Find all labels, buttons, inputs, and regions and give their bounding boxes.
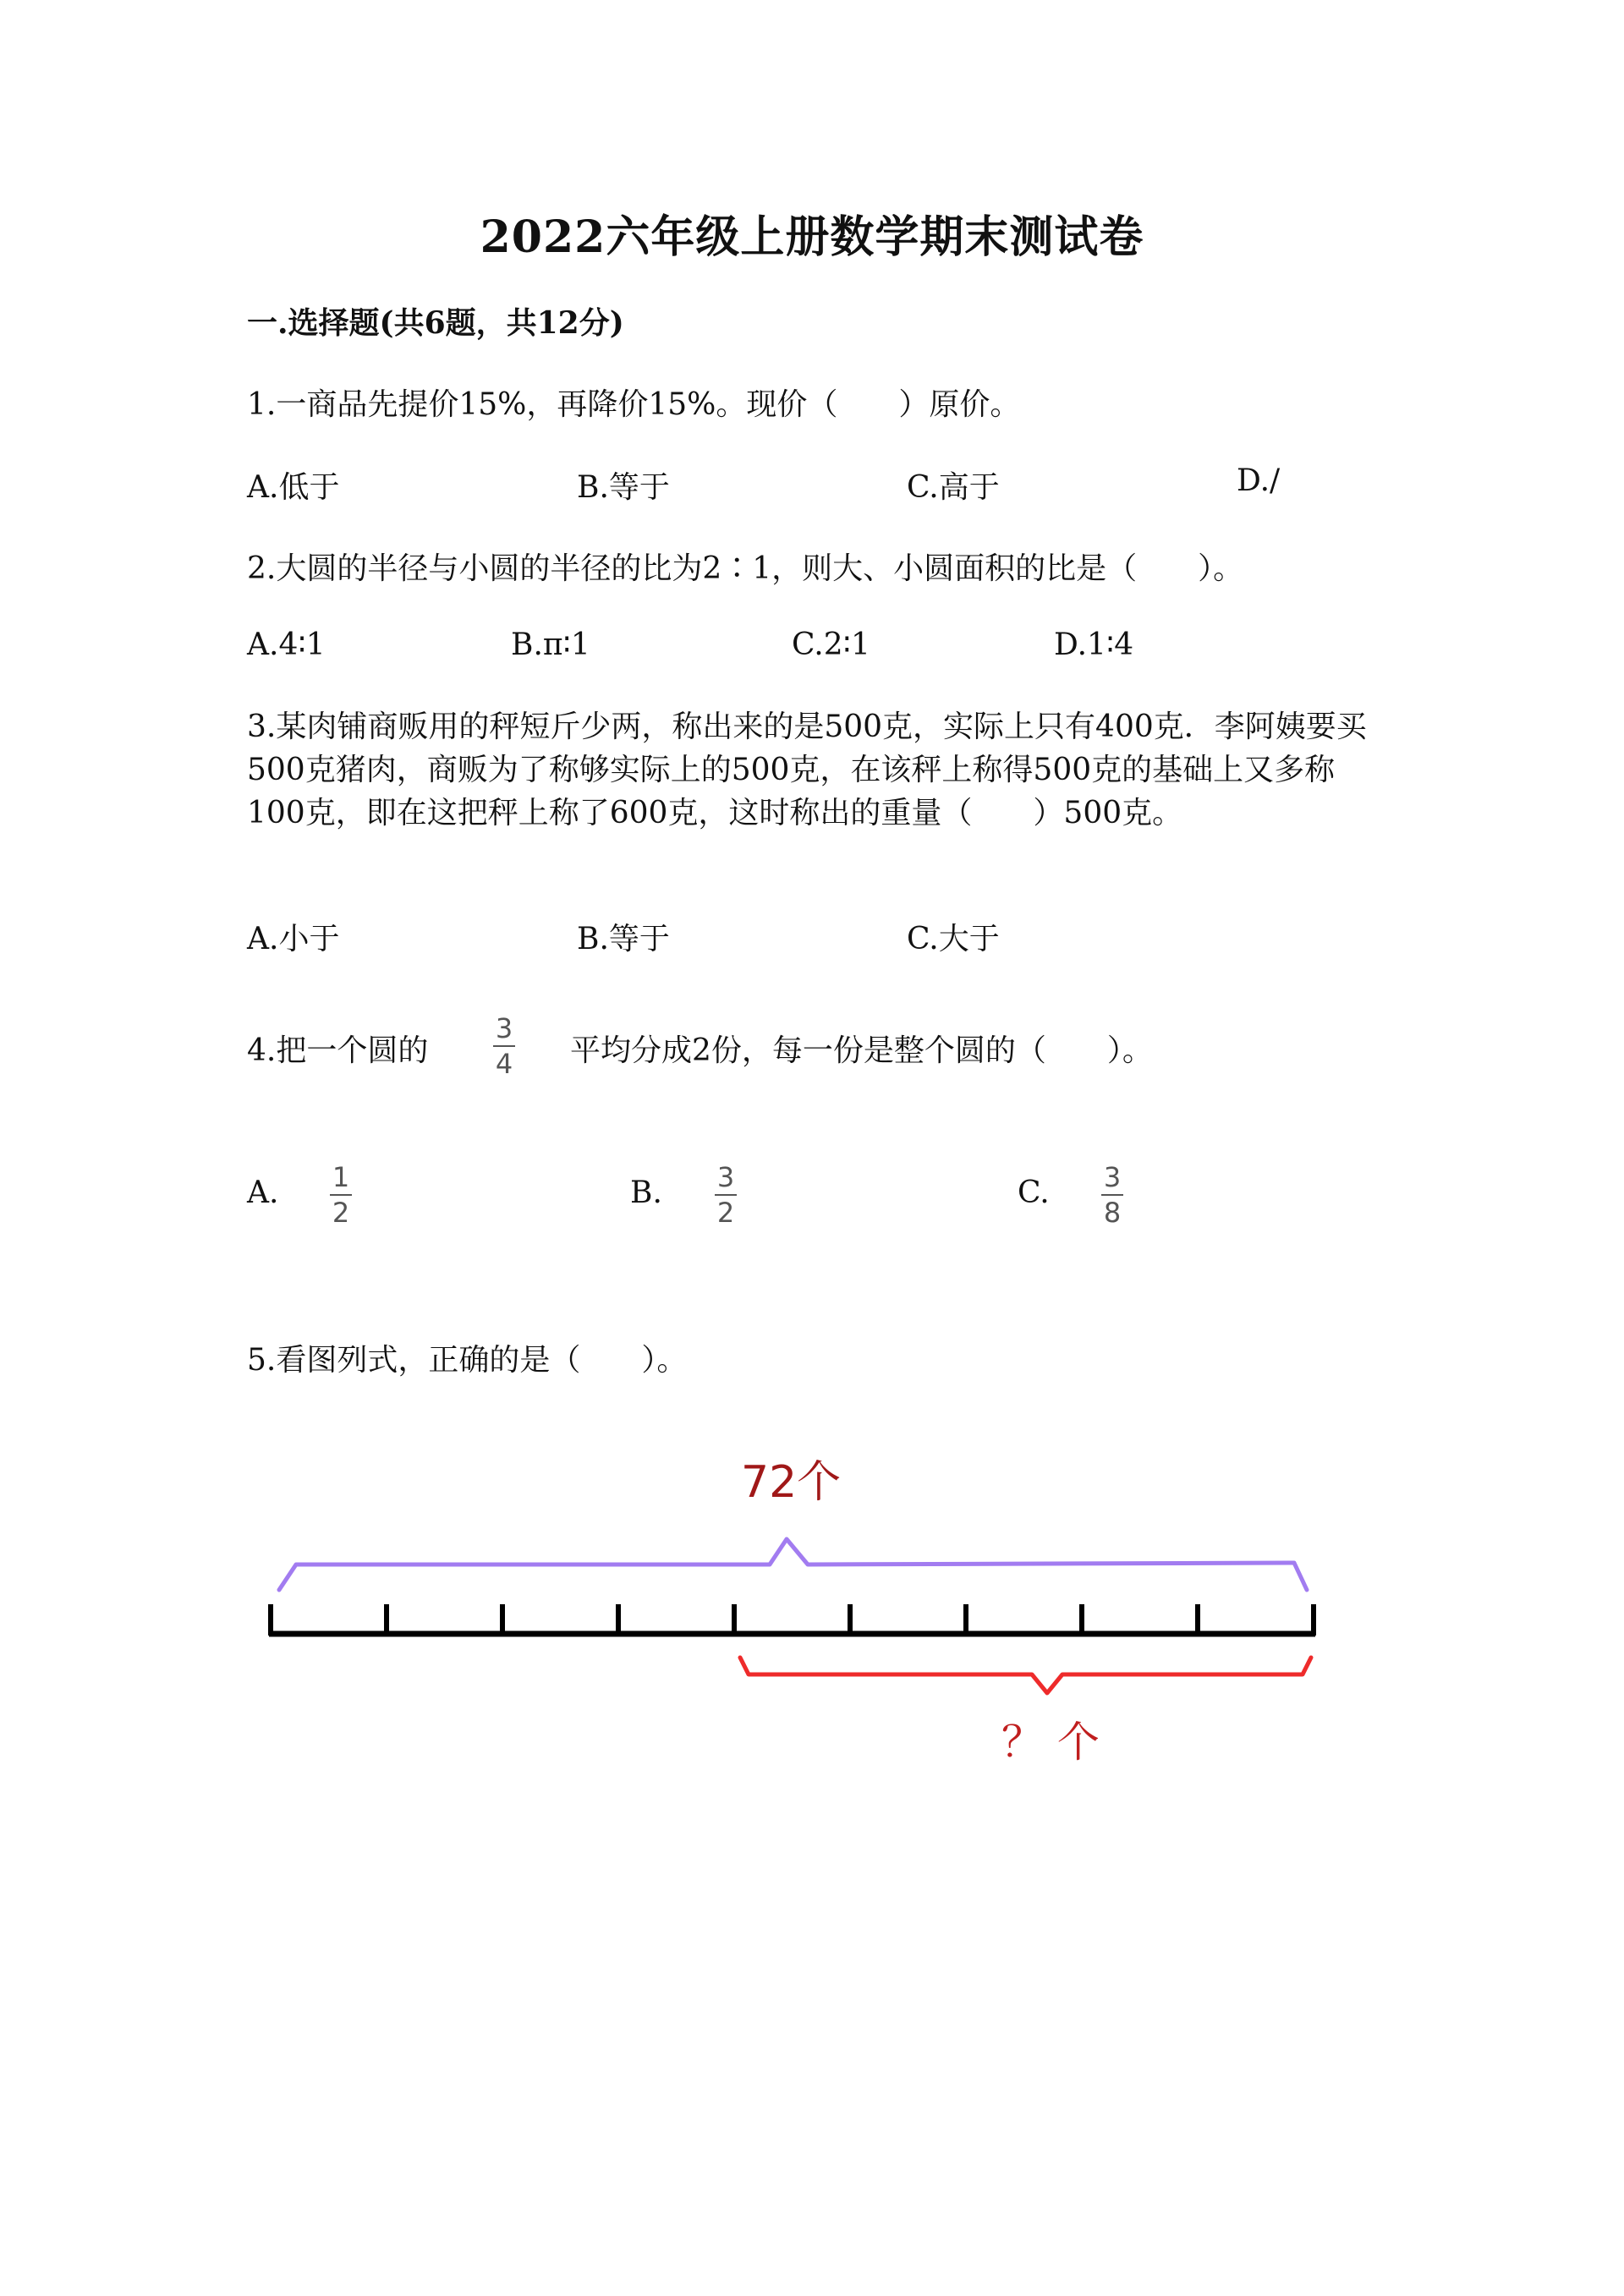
bottom-brace [740, 1658, 1311, 1693]
page-title: 2022六年级上册数学期末测试卷 [480, 211, 1144, 263]
q4-option-a-label: A. [247, 1175, 279, 1210]
fraction-numerator: 3 [716, 1161, 735, 1193]
fraction-numerator: 3 [1103, 1161, 1122, 1193]
q1-option-d: D./ [1237, 463, 1281, 498]
q4-option-b-label: B. [630, 1175, 662, 1210]
fraction-denominator: 2 [716, 1197, 735, 1229]
fraction-denominator: 8 [1103, 1197, 1122, 1229]
question-3-text: 3.某肉铺商贩用的秤短斤少两，称出来的是500克，实际上只有400克．李阿姨要买500克猪肉，商贩为了称够实际上的500克，在该秤上称得500克的基础上又多称100克，即在这把秤上称了600克，这时称出的重量（ ）500克。 [247, 710, 1367, 830]
q3-option-c: C.大于 [907, 922, 1000, 956]
q2-option-c: C.2∶1 [792, 627, 870, 662]
question-2-text: 2.大圆的半径与小圆的半径的比为2∶1，则大、小圆面积的比是（ ）。 [247, 551, 1244, 586]
q2-option-a: A.4∶1 [247, 627, 326, 662]
q2-option-d: D.1∶4 [1054, 627, 1134, 662]
question-4-text-before: 4.把一个圆的 [247, 1033, 429, 1068]
section-heading: 一.选择题(共6题，共12分) [247, 305, 624, 341]
q1-option-b: B.等于 [577, 470, 670, 505]
fraction-numerator: 3 [495, 1012, 513, 1044]
q2-option-b: B.π∶1 [511, 627, 590, 662]
fraction-numerator: 1 [332, 1161, 350, 1193]
q1-option-a: A.低于 [247, 470, 340, 505]
q3-option-b: B.等于 [577, 922, 670, 956]
question-5-text: 5.看图列式，正确的是（ ）。 [247, 1343, 688, 1378]
fraction-denominator: 2 [332, 1197, 350, 1229]
figure-top-label: 72个 [741, 1457, 842, 1508]
q3-option-a: A.小于 [247, 922, 340, 956]
q4-option-c-label: C. [1018, 1175, 1050, 1210]
top-brace [279, 1539, 1307, 1590]
question-1-text: 1.一商品先提价15%，再降价15%。现价（ ）原价。 [247, 387, 1021, 422]
fraction-denominator: 4 [495, 1048, 513, 1080]
figure-bottom-label: ？ 个 [1001, 1718, 1100, 1767]
question-4-text-after: 平均分成2份，每一份是整个圆的（ ）。 [570, 1033, 1153, 1068]
tick-marks [271, 1604, 1314, 1636]
q1-option-c: C.高于 [907, 470, 1000, 505]
